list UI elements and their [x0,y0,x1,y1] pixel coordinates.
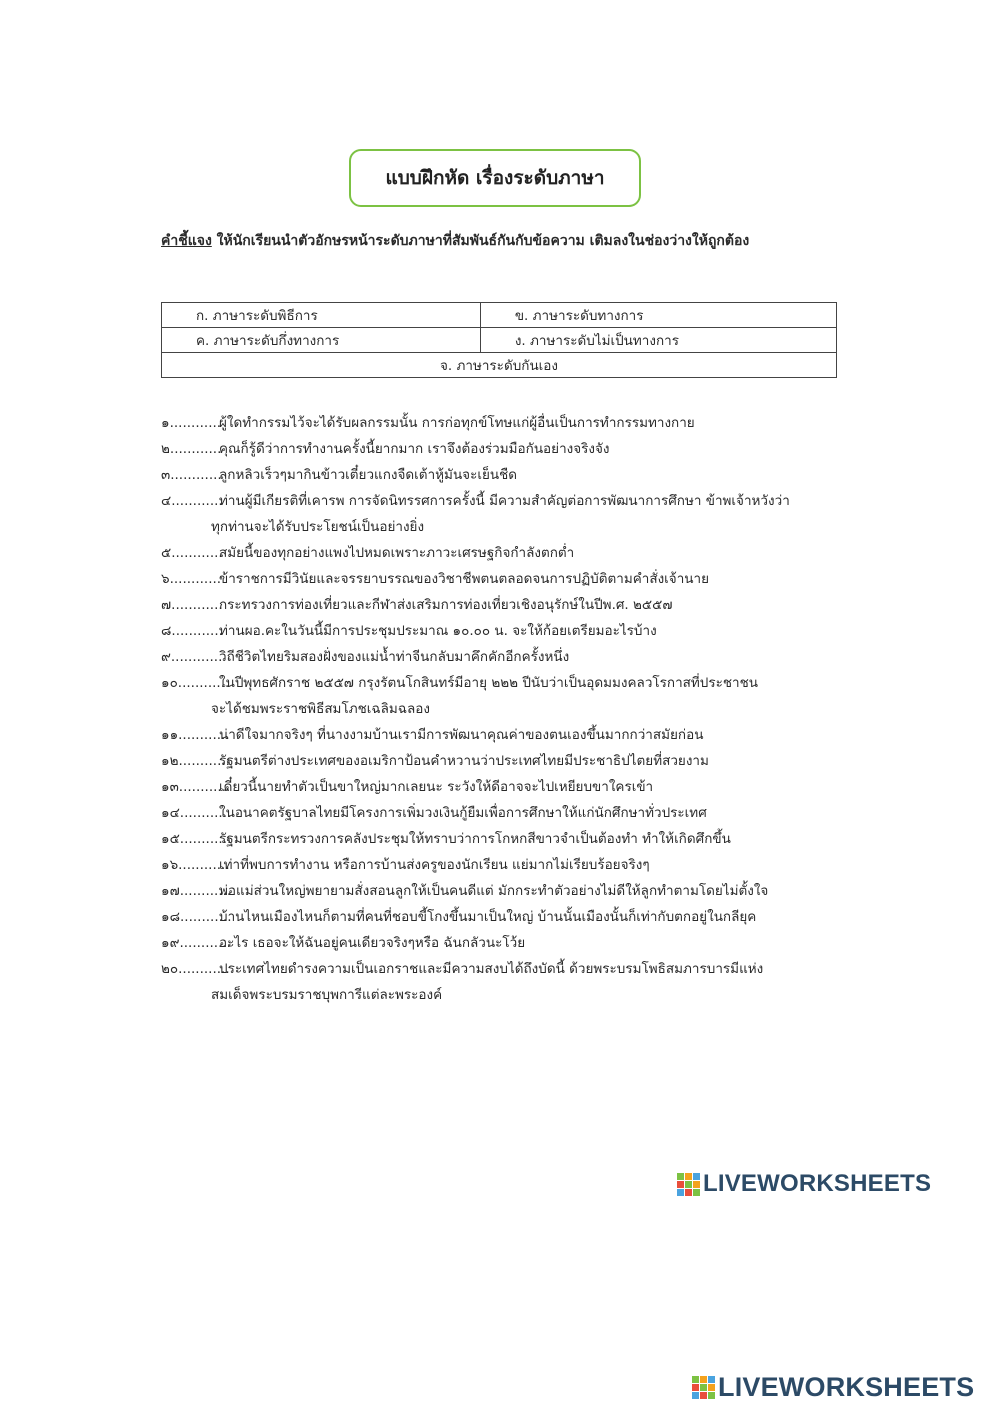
exercise-item [161,878,841,904]
item-number-blank[interactable]: ๕............ [161,545,223,561]
item-text: พ่อแม่ส่วนใหญ่พยายามสั่งสอนลูกให้เป็นคนดีแต่ มักกระทำตัวอย่างไม่ดีให้ลูกทำตามโดยไม่ตั้งใจ [219,883,769,899]
exercise-item [161,904,841,930]
item-text: ท่านผอ.คะในวันนี้มีการประชุมประมาณ ๑๐.๐๐ น. จะให้ก้อยเตรียมอะไรบ้าง [219,623,657,639]
exercise-list [161,410,841,1008]
item-number-blank[interactable]: ๓............ [161,467,222,483]
exercise-item [161,774,841,800]
item-text: รัฐมนตรีกระทรวงการคลังประชุมให้ทราบว่าการโกหกสีขาวจำเป็นต้องทำ ทำให้เกิดศึกขึ้น [219,831,731,847]
item-number-blank[interactable]: ๙............ [161,649,223,665]
exercise-item [161,488,841,540]
item-number-blank[interactable]: ๘............ [161,623,223,639]
language-levels-table [161,302,837,378]
exercise-item [161,930,841,956]
exercise-item [161,800,841,826]
level-ngo: ง. ภาษาระดับไม่เป็นทางการ [480,328,836,353]
exercise-item [161,540,841,566]
item-text: วิถีชีวิตไทยริมสองฝั่งของแม่น้ำท่าจีนกลับมาคึกคักอีกครั้งหนึ่ง [219,649,570,665]
item-number-blank[interactable]: ๔............ [161,493,223,509]
item-number-blank[interactable]: ๖............ [161,571,222,587]
item-text: กระทรวงการท่องเที่ยวและกีฬาส่งเสริมการท่องเที่ยวเชิงอนุรักษ์ในปีพ.ศ. ๒๕๕๗ [219,597,673,613]
item-text-continued: ทุกท่านจะได้รับประโยชน์เป็นอย่างยิ่ง [211,519,425,535]
instructions-text: ให้นักเรียนนำตัวอักษรหน้าระดับภาษาที่สัมพันธ์กันกับข้อความ เติมลงในช่องว่างให้ถูกต้อง [211,233,750,249]
item-text: สมัยนี้ของทุกอย่างแพงไปหมดเพราะภาวะเศรษฐกิจกำลังตกต่ำ [219,545,575,561]
item-number-blank[interactable]: ๑๐............ [161,675,230,691]
item-number-blank[interactable]: ๒............ [161,441,222,457]
liveworksheets-logo [677,1170,931,1198]
liveworksheets-watermark-text: LIVEWORKSHEETS [718,1372,975,1402]
exercise-item [161,670,841,722]
item-text-continued: สมเด็จพระบรมราชบุพการีแต่ละพระองค์ [211,987,443,1003]
item-text: อะไร เธอจะให้ฉันอยู่คนเดียวจริงๆหรือ ฉันกลัวนะโว้ย [219,935,526,951]
item-number-blank[interactable]: ๒๐............ [161,961,230,977]
exercise-item [161,618,841,644]
item-number-blank[interactable]: ๗............ [161,597,223,613]
item-number-blank[interactable]: ๑๖............ [161,857,230,873]
exercise-item [161,462,841,488]
item-number-blank[interactable]: ๑............ [161,415,222,431]
item-text: ในอนาคตรัฐบาลไทยมีโครงการเพิ่มวงเงินกู้ยืมเพื่อการศึกษาให้แก่นักศึกษาทั่วประเทศ [219,805,707,821]
item-number-blank[interactable]: ๑๒............ [161,753,230,769]
exercise-item [161,436,841,462]
exercise-item [161,852,841,878]
exercise-item [161,956,841,1008]
exercise-item [161,410,841,436]
item-text-continued: จะได้ชมพระราชพิธีสมโภชเฉลิมฉลอง [211,701,430,717]
item-text: ในปีพุทธศักราช ๒๕๕๗ กรุงรัตนโกสินทร์มีอายุ ๒๒๒ ปีนับว่าเป็นอุดมมงคลวโรกาสที่ประชาชน [219,675,759,691]
exercise-item [161,722,841,748]
item-text: ประเทศไทยดำรงความเป็นเอกราชและมีความสงบได้ถึงบัดนี้ ด้วยพระบรมโพธิสมภารบารมีแห่ง [219,961,764,977]
item-number-blank[interactable]: ๑๕............ [161,831,232,847]
item-number-blank[interactable]: ๑๑............ [161,727,230,743]
item-text: ท่านผู้มีเกียรติที่เคารพ การจัดนิทรรศการครั้งนี้ มีความสำคัญต่อการพัฒนาการศึกษา ข้าพเจ้าหวังว่า [219,493,790,509]
liveworksheets-logo-text: LIVEWORKSHEETS [703,1170,932,1197]
item-text: บ้านไหนเมืองไหนก็ตามที่คนที่ชอบขี้โกงขึ้นมาเป็นใหญ่ บ้านนั้นเมืองนั้นก็เท่ากับตกอยู่ในกลียุค [219,909,757,925]
instructions [161,228,801,255]
item-number-blank[interactable]: ๑๘............ [161,909,232,925]
level-cho: จ. ภาษาระดับกันเอง [162,353,837,378]
item-text: น่าดีใจมากจริงๆ ที่นางงามบ้านเรามีการพัฒนาคุณค่าของตนเองขึ้นมากกว่าสมัยก่อน [219,727,704,743]
item-text: คุณก็รู้ดีว่าการทำงานครั้งนี้ยากมาก เราจึงต้องร่วมมือกันอย่างจริงจัง [219,441,610,457]
liveworksheets-watermark [692,1372,974,1403]
item-text: เดี๋ยวนี้นายทำตัวเป็นขาใหญ่มากเลยนะ ระวังให้ดีอาจจะไปเหยียบขาใครเข้า [219,779,654,795]
level-kho-khwai: ค. ภาษาระดับกึ่งทางการ [162,328,481,353]
exercise-item [161,826,841,852]
item-text: เท่าที่พบการทำงาน หรือการบ้านส่งครูของนักเรียน แย่มากไม่เรียบร้อยจริงๆ [219,857,650,873]
item-text: รัฐมนตรีต่างประเทศของอเมริกาป้อนคำหวานว่าประเทศไทยมีประชาธิปไตยที่สวยงาม [219,753,709,769]
instructions-label: คำชี้แจง [161,233,212,249]
liveworksheets-logo-icon [677,1173,700,1196]
worksheet-title: แบบฝึกหัด เรื่องระดับภาษา [349,149,641,207]
exercise-item [161,566,841,592]
level-ko: ก. ภาษาระดับพิธีการ [162,303,481,328]
item-number-blank[interactable]: ๑๙............ [161,935,231,951]
liveworksheets-watermark-icon [692,1376,715,1399]
item-number-blank[interactable]: ๑๔............ [161,805,232,821]
exercise-item [161,748,841,774]
item-text: ผู้ใดทำกรรมไว้จะได้รับผลกรรมนั้น การก่อทุกข์โทษแก่ผู้อื่นเป็นการทำกรรมทางกาย [219,415,695,431]
item-number-blank[interactable]: ๑๗............ [161,883,232,899]
item-text: ข้าราชการมีวินัยและจรรยาบรรณของวิชาชีพตนตลอดจนการปฏิบัติตามคำสั่งเจ้านาย [219,571,710,587]
item-number-blank[interactable]: ๑๓............ [161,779,231,795]
item-text: ลูกหลิวเร็วๆมากินข้าวเตี๋ยวแกงจืดเต้าหู้มันจะเย็นชืด [219,467,518,483]
exercise-item [161,592,841,618]
level-kho: ข. ภาษาระดับทางการ [480,303,836,328]
exercise-item [161,644,841,670]
